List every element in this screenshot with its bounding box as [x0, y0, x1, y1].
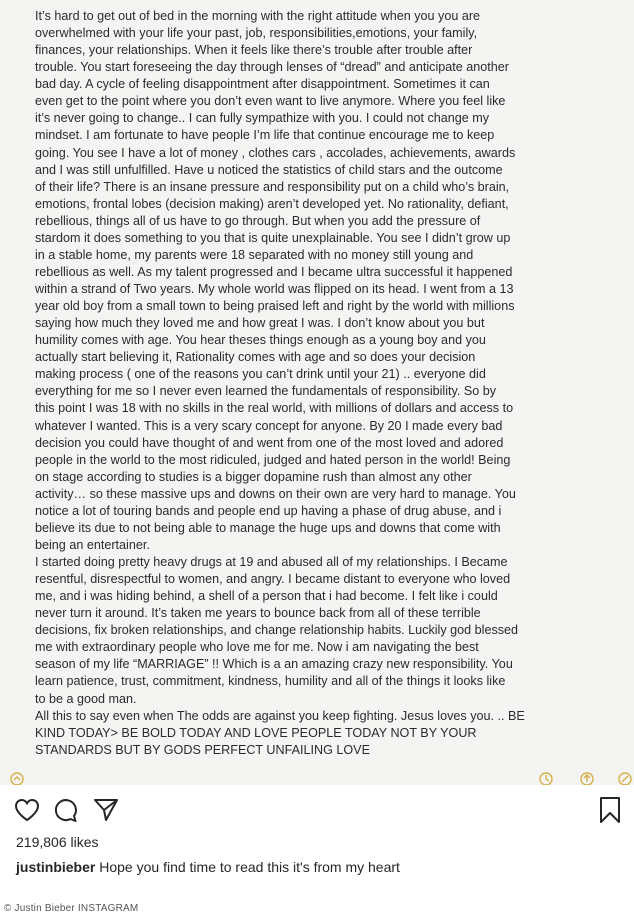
notes-text [35, 8, 620, 759]
post-caption [16, 859, 400, 875]
like-heart-icon[interactable] [14, 798, 40, 822]
notes-paragraph-2: I started doing pretty heavy drugs at 19 and abused all of my relationships. I Became resentful, disrespectful to women, and angry. I became distant to everyone who loved me, and i was hiding behind, a shell of a person that i had become. I felt like i could never turn it around. It’s taken me years to bounce back from all of these terrible decisions, fix broken relationships, and change relationship habits. Luckily god blessed me with extraordinary people who love me for me. Now i am navigating the best season of my life “MARRIAGE” !! Which is a an amazing crazy new responsibility. You learn patience, trust, commitment, kindness, humility and all of the things it looks like to be a good man. [35, 555, 519, 706]
note-share-icon [580, 772, 594, 785]
comment-icon[interactable] [52, 797, 78, 823]
note-sketch-icon [539, 772, 553, 785]
share-direct-icon[interactable] [93, 797, 119, 823]
notes-paragraph-1: It’s hard to get out of bed in the morning with the right attitude when you you are overwhelmed with your life your past, job, responsibilities,emotions, your family, finances, your relationships. When it feels like there’s trouble after trouble after trouble. You start foreseeing the day through lenses of “dread” and anticipate another bad day. A cycle of feeling disappointment after disappointment. Sometimes it can even get to the point where you don’t even want to live anymore. Where you feel like it’s never going to change.. I can fully sympathize with you. I could not change my mindset. I am fortunate to have people I’m life that continue encourage me to keep going. You see I have a lot of money , clothes cars , accolades, achievements, awards and I was still unfulfilled. Have u noticed the statistics of child stars and the outcome of their life? There is an insane pressure and responsibility put on a child who’s brain, emotions, frontal lobes (decision making) aren’t developed yet. No rationality, defiant, rebellious, things all of us have to go through. But when you add the pressure of stardom it does something to you that is quite unexplainable. You see I didn’t grow up in a stable home, my parents were 18 separated with no money still young and rebellious as well. As my talent progressed and I became ultra successful it happened within a strand of Two years. My whole world was flipped on its head. I went from a 13 year old boy from a small town to being praised left and right by the world with millions saying how much they loved me and how great I was. I don’t know about you but humility comes with age. You hear theses things enough as a young boy and you actually start believing it, Rationality comes with age and so does your decision making process ( one of the reasons you can’t drink until your 21) .. everyone did everything for me so I never even learned the fundamentals of responsibility. So by this point I was 18 with no skills in the real world, with millions of dollars and access to whatever I wanted. This is a very scary concept for anyone. By 20 I made every bad decision you could have thought of and went from one of the most loved and adored people in the world to the most ridiculed, judged and hated person in the world! Being on stage according to studies is a bigger dopamine rush than almost any other activity… so these massive ups and downs on their own are very hard to manage. You notice a lot of touring bands and people end up having a phase of drug abuse, and i believe its due to not being able to manage the huge ups and downs that come with being an entertainer. [35, 9, 516, 552]
save-bookmark-icon[interactable] [599, 796, 621, 824]
note-insert-icon [10, 772, 24, 785]
likes-count[interactable]: 219,806 likes [16, 834, 99, 850]
notes-paragraph-3: All this to say even when The odds are against you keep fighting. Jesus loves you. .. BE KIND TODAY> BE BOLD TODAY AND LOVE PEOPLE TODAY NOT BY YOUR STANDARDS BUT BY GODS PERFECT UNFAILING LOVE [35, 708, 525, 757]
note-compose-icon [618, 772, 632, 785]
photo-credit: © Justin Bieber INSTAGRAM [4, 903, 139, 914]
caption-username[interactable]: justinbieber [16, 859, 96, 875]
caption-text: Hope you find time to read this it's from my heart [99, 859, 400, 875]
action-bar [0, 790, 634, 830]
